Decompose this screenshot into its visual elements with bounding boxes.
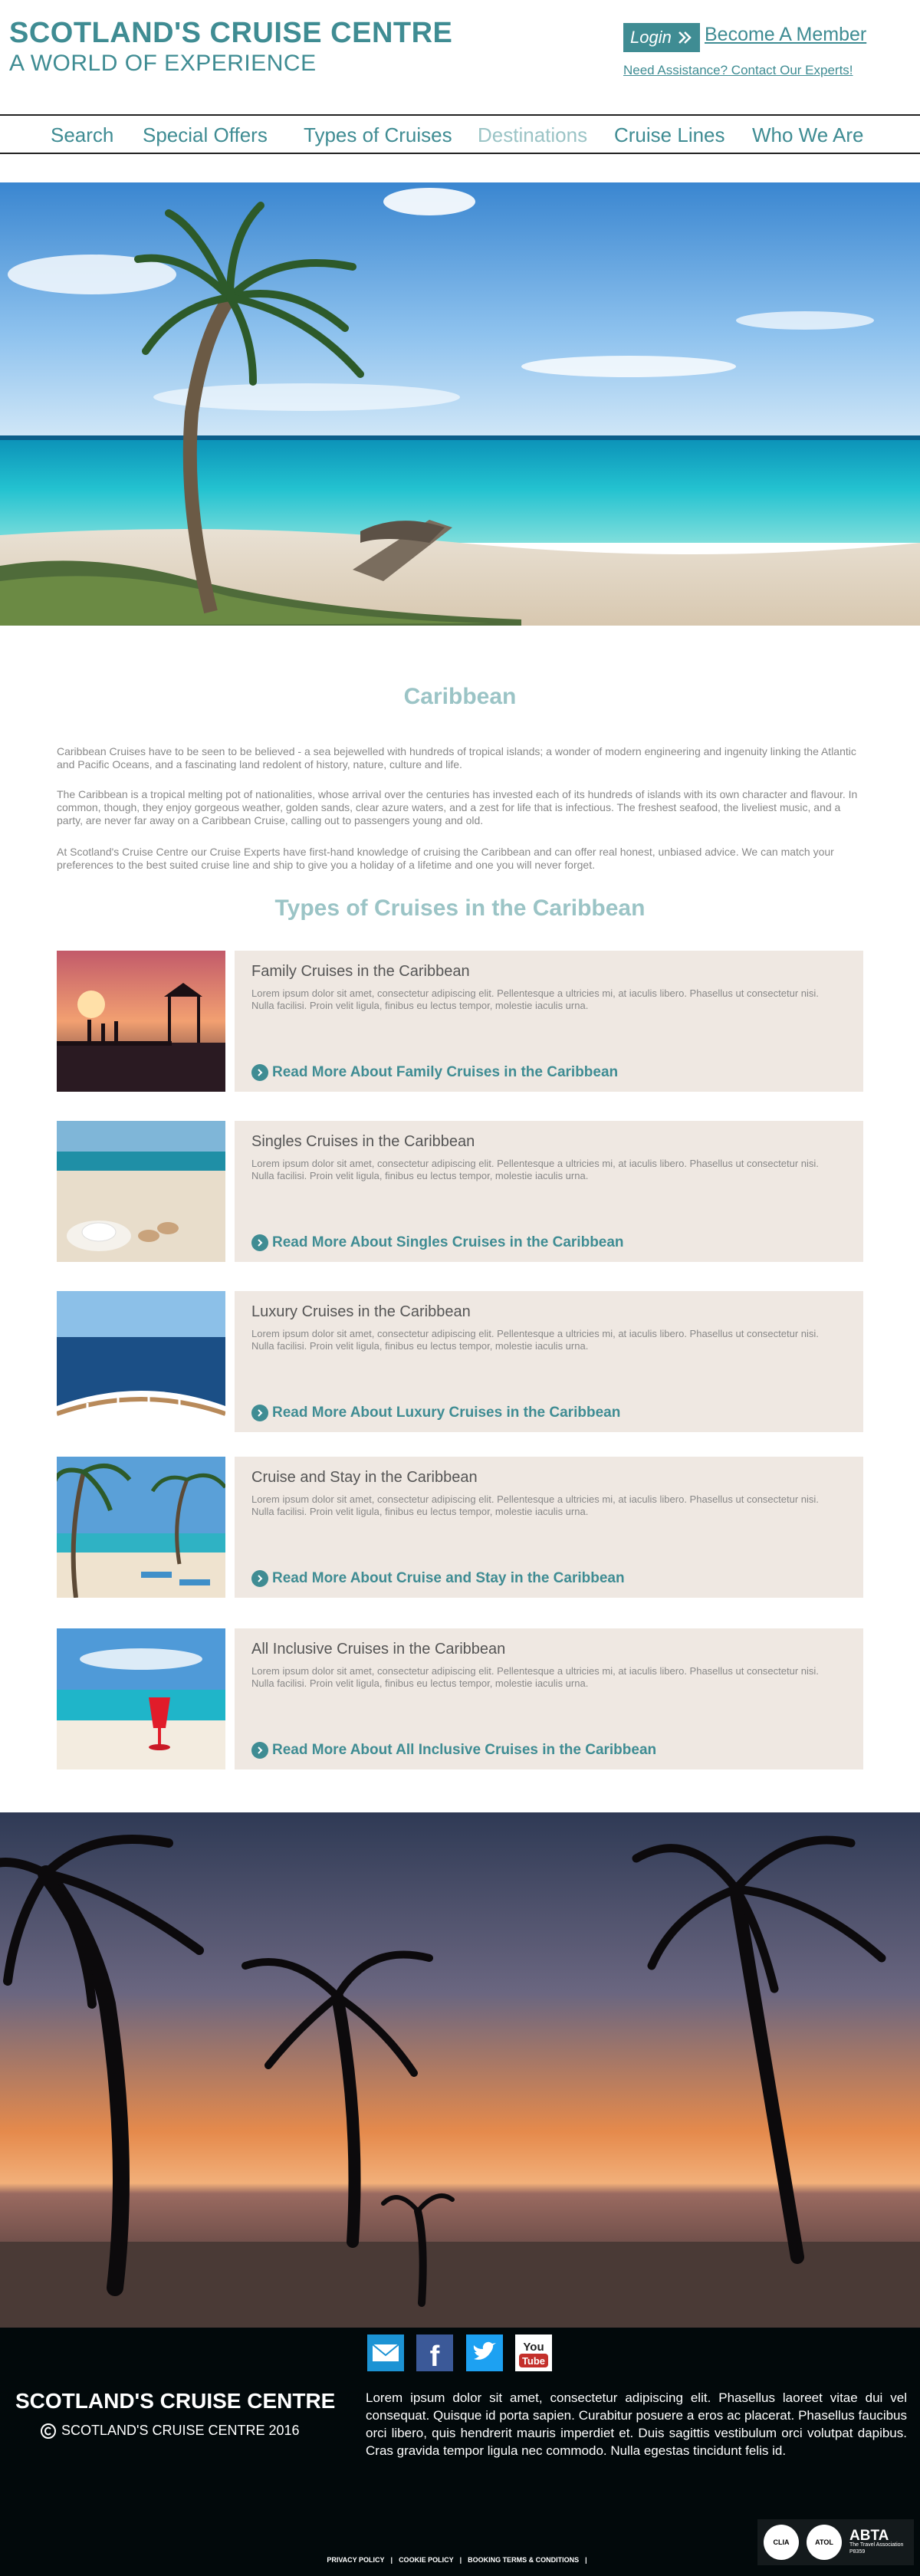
read-more-family-link[interactable] [251,1064,618,1081]
facebook-icon[interactable] [416,2334,454,2372]
cookie-policy-link[interactable]: COOKIE POLICY [399,2556,454,2564]
main-nav [0,114,920,154]
double-chevron-right-icon [676,29,693,46]
read-more-cruise-and-stay-link[interactable] [251,1570,625,1587]
intro-paragraph: The Caribbean is a tropical melting pot of nationalities, whose arrival over the centuries has invested each of its hundreds of islands with its own character and flavour. In common, though, they enjoy gorgeous weather, golden sands, clear azure waters, and a zest for life that is infectious. The freshest seafood, the liveliest music, and a party, are never far away on a Caribbean Cruise, calling out to passengers young and old. [57,788,858,826]
palm-beach-loungers-image [57,1457,225,1598]
separator: | [459,2556,462,2564]
nav-types-of-cruises[interactable]: Types of Cruises [304,123,452,146]
card-text: Lorem ipsum dolor sit amet, consectetur adipiscing elit. Pellentesque a ultricies mi, at iaculis libero. Phasellus ut consectetur nisi. Nulla facilisi. Proin velit ligula, finibus eu lectus tempor, molestie iaculis urna. [251,987,819,1011]
card-text: Lorem ipsum dolor sit amet, consectetur adipiscing elit. Pellentesque a ultricies mi, at iaculis libero. Phasellus ut consectetur nisi. Nulla facilisi. Proin velit ligula, finibus eu lectus tempor, molestie iaculis urna. [251,1493,819,1517]
chevron-right-circle-icon [251,1405,268,1421]
read-more-all-inclusive-link[interactable] [251,1742,656,1759]
nav-search[interactable]: Search [51,123,114,146]
card-title: Luxury Cruises in the Caribbean [251,1303,471,1320]
footer-text: Lorem ipsum dolor sit amet, consectetur adipiscing elit. Phasellus laoreet vitae dui vel consequat. Quisque id porta sapien. Curabitur posuere a eros ac placerat. Phasellus faucibus orci libero, quis hendrerit mauris imperdiet et. Duis sagittis vestibulum orci volutpat dapibus. Cras gravida tempor ligula nec commodo. Nulla egestas tincidunt felis id. [366,2390,907,2458]
card-body [235,1291,863,1432]
separator: | [390,2556,393,2564]
nav-special-offers[interactable]: Special Offers [143,123,268,146]
card-text: Lorem ipsum dolor sit amet, consectetur adipiscing elit. Pellentesque a ultricies mi, at iaculis libero. Phasellus ut consectetur nisi. Nulla facilisi. Proin velit ligula, finibus eu lectus tempor, molestie iaculis urna. [251,1665,819,1689]
email-icon[interactable] [366,2334,405,2372]
card-title: Cruise and Stay in the Caribbean [251,1469,478,1486]
sunset-palms-image [0,1812,920,2328]
cruise-card-cruise-and-stay [57,1457,863,1598]
nav-who-we-are[interactable]: Who We Are [752,123,864,146]
facebook-glyph: f [429,2341,440,2372]
cruise-card-singles [57,1121,863,1262]
family-sunset-pier-image [57,951,225,1092]
card-body [235,1457,863,1598]
abta-logo [849,2527,904,2555]
read-more-label: Read More About All Inclusive Cruises in the Caribbean [272,1742,657,1758]
intro-paragraph: Caribbean Cruises have to be seen to be believed - a sea bejewelled with hundreds of tropical islands; a wonder of modern engineering and ingenuity linking the Atlantic and Pacific Oceans, and a fascinating land redolent of history, nature, culture and life. [57,745,856,770]
cruise-card-luxury [57,1291,863,1432]
brand-tagline: A WORLD OF EXPERIENCE [9,51,317,76]
brand-title[interactable]: SCOTLAND'S CRUISE CENTRE [9,17,453,49]
abta-name: ABTA [849,2527,889,2544]
abta-code: P8359 [849,2548,866,2555]
section-title: Types of Cruises in the Caribbean [274,895,646,921]
privacy-policy-link[interactable]: PRIVACY POLICY [327,2556,385,2564]
card-title: Family Cruises in the Caribbean [251,963,470,980]
page-title: Caribbean [403,684,517,709]
atol-badge: ATOL [807,2525,842,2560]
nav-destinations[interactable]: Destinations [478,123,588,146]
chevron-right-circle-icon [251,1742,268,1759]
contact-experts-link[interactable]: Need Assistance? Contact Our Experts! [623,63,853,77]
read-more-label: Read More About Singles Cruises in the Caribbean [272,1234,624,1250]
card-title: All Inclusive Cruises in the Caribbean [251,1641,506,1658]
read-more-singles-link[interactable] [251,1234,624,1251]
youtube-glyph-top: You [523,2341,544,2354]
chevron-right-circle-icon [251,1234,268,1251]
login-label: Login [630,28,672,47]
intro-paragraph: At Scotland's Cruise Centre our Cruise Experts have first-hand knowledge of cruising the Caribbean and can offer real honest, unbiased advice. We can match your preferences to the best suited cruise line and ship to give you a holiday of a lifetime and one you will never forget. [57,846,834,871]
youtube-glyph-bottom: Tube [521,2355,546,2367]
youtube-icon[interactable] [514,2334,553,2372]
twitter-icon[interactable] [465,2334,504,2372]
site-header [0,0,920,113]
site-footer [0,2328,920,2576]
read-more-label: Read More About Cruise and Stay in the Caribbean [272,1570,625,1586]
clia-badge: CLIA [764,2525,799,2560]
cruise-card-all-inclusive [57,1628,863,1769]
legal-links [0,2556,920,2564]
read-more-luxury-link[interactable] [251,1405,620,1421]
become-member-link[interactable]: Become A Member [705,24,867,45]
hero-beach-image [0,182,920,626]
chevron-right-circle-icon [251,1570,268,1587]
nav-cruise-lines[interactable]: Cruise Lines [614,123,725,146]
card-body [235,1121,863,1262]
card-body [235,1628,863,1769]
read-more-label: Read More About Luxury Cruises in the Caribbean [272,1405,621,1421]
login-button[interactable] [623,23,700,52]
ship-deck-ocean-image [57,1291,225,1432]
cruise-card-family [57,951,863,1092]
card-title: Singles Cruises in the Caribbean [251,1133,475,1150]
chevron-right-circle-icon [251,1064,268,1081]
cocktail-on-beach-image [57,1628,225,1769]
read-more-label: Read More About Family Cruises in the Caribbean [272,1064,619,1080]
card-body [235,951,863,1092]
separator: | [585,2556,587,2564]
copyright-icon [40,2423,57,2440]
copyright-text: SCOTLAND'S CRUISE CENTRE 2016 [61,2423,300,2438]
abta-subtitle: The Travel Association [849,2542,904,2548]
booking-terms-link[interactable]: BOOKING TERMS & CONDITIONS [468,2556,580,2564]
footer-brand: SCOTLAND'S CRUISE CENTRE [15,2389,336,2413]
card-text: Lorem ipsum dolor sit amet, consectetur adipiscing elit. Pellentesque a ultricies mi, at iaculis libero. Phasellus ut consectetur nisi. Nulla facilisi. Proin velit ligula, finibus eu lectus tempor, molestie iaculis urna. [251,1328,819,1352]
card-text: Lorem ipsum dolor sit amet, consectetur adipiscing elit. Pellentesque a ultricies mi, at iaculis libero. Phasellus ut consectetur nisi. Nulla facilisi. Proin velit ligula, finibus eu lectus tempor, molestie iaculis urna. [251,1158,819,1181]
beach-hat-sandals-image [57,1121,225,1262]
